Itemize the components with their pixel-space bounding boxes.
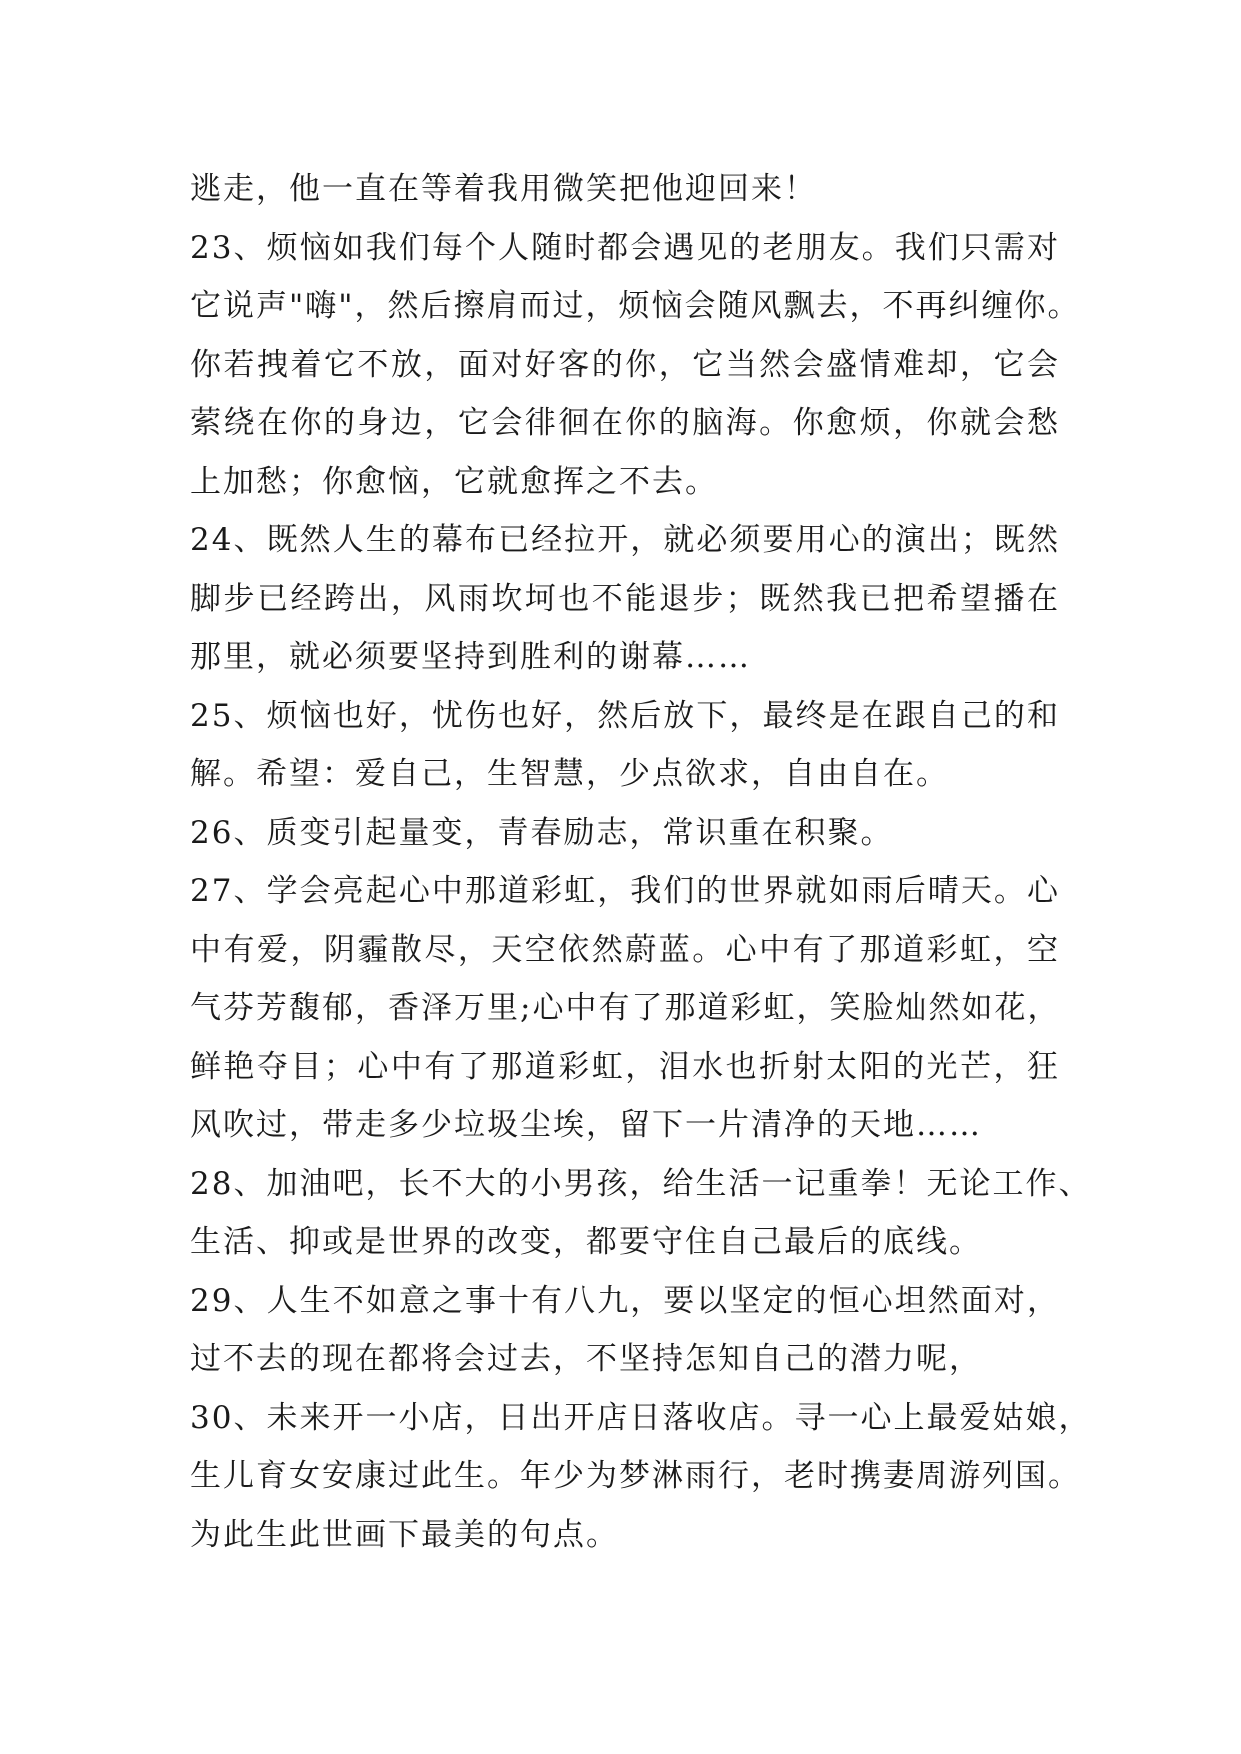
text-line: 28、加油吧，长不大的小男孩，给生活一记重拳！无论工作、 [190,1165,1092,1202]
text-line: 30、未来开一小店，日出开店日落收店。寻一心上最爱姑娘， [190,1399,1092,1436]
text-line: 风吹过，带走多少垃圾尘埃，留下一片清净的天地…… [190,1107,982,1143]
text-line: 脚步已经跨出，风雨坎坷也不能退步；既然我已把希望播在 [190,580,1060,617]
text-line: 24、既然人生的幕布已经拉开，就必须要用心的演出；既然 [190,522,1060,558]
text-line: 26、质变引起量变，青春励志，常识重在积聚。 [190,814,894,851]
text-line: 你若拽着它不放，面对好客的你，它当然会盛情难却，它会 [190,346,1060,383]
text-line: 解。希望：爱自己，生智慧，少点欲求，自由自在。 [190,756,949,792]
text-line: 过不去的现在都将会过去，不坚持怎知自己的潜力呢， [190,1341,982,1377]
text-line: 它说声"嗨"，然后擦肩而过，烦恼会随风飘去，不再纠缠你。 [190,288,1081,324]
text-line: 逃走，他一直在等着我用微笑把他迎回来！ [190,171,817,207]
text-line: 气芬芳馥郁，香泽万里;心中有了那道彩虹，笑脸灿然如花， [190,990,1061,1026]
text-line: 生儿育女安康过此生。年少为梦淋雨行，老时携妻周游列国。 [190,1458,1081,1494]
text-line: 上加愁；你愈恼，它就愈挥之不去。 [190,463,718,500]
text-line: 为此生此世画下最美的句点。 [190,1516,619,1553]
text-line: 萦绕在你的身边，它会徘徊在你的脑海。你愈烦，你就会愁 [190,405,1060,441]
text-line: 27、学会亮起心中那道彩虹，我们的世界就如雨后晴天。心 [190,873,1060,909]
text-line: 中有爱，阴霾散尽，天空依然蔚蓝。心中有了那道彩虹，空 [190,931,1060,968]
text-line: 生活、抑或是世界的改变，都要守住自己最后的底线。 [190,1224,982,1260]
text-line: 29、人生不如意之事十有八九，要以坚定的恒心坦然面对， [190,1282,1060,1319]
text-line: 23、烦恼如我们每个人随时都会遇见的老朋友。我们只需对 [190,229,1060,266]
text-line: 那里，就必须要坚持到胜利的谢幕…… [190,639,751,675]
document-body [190,160,1092,1564]
text-line: 鲜艳夺目；心中有了那道彩虹，泪水也折射太阳的光芒，狂 [190,1048,1060,1085]
text-line: 25、烦恼也好，忧伤也好，然后放下，最终是在跟自己的和 [190,697,1060,734]
